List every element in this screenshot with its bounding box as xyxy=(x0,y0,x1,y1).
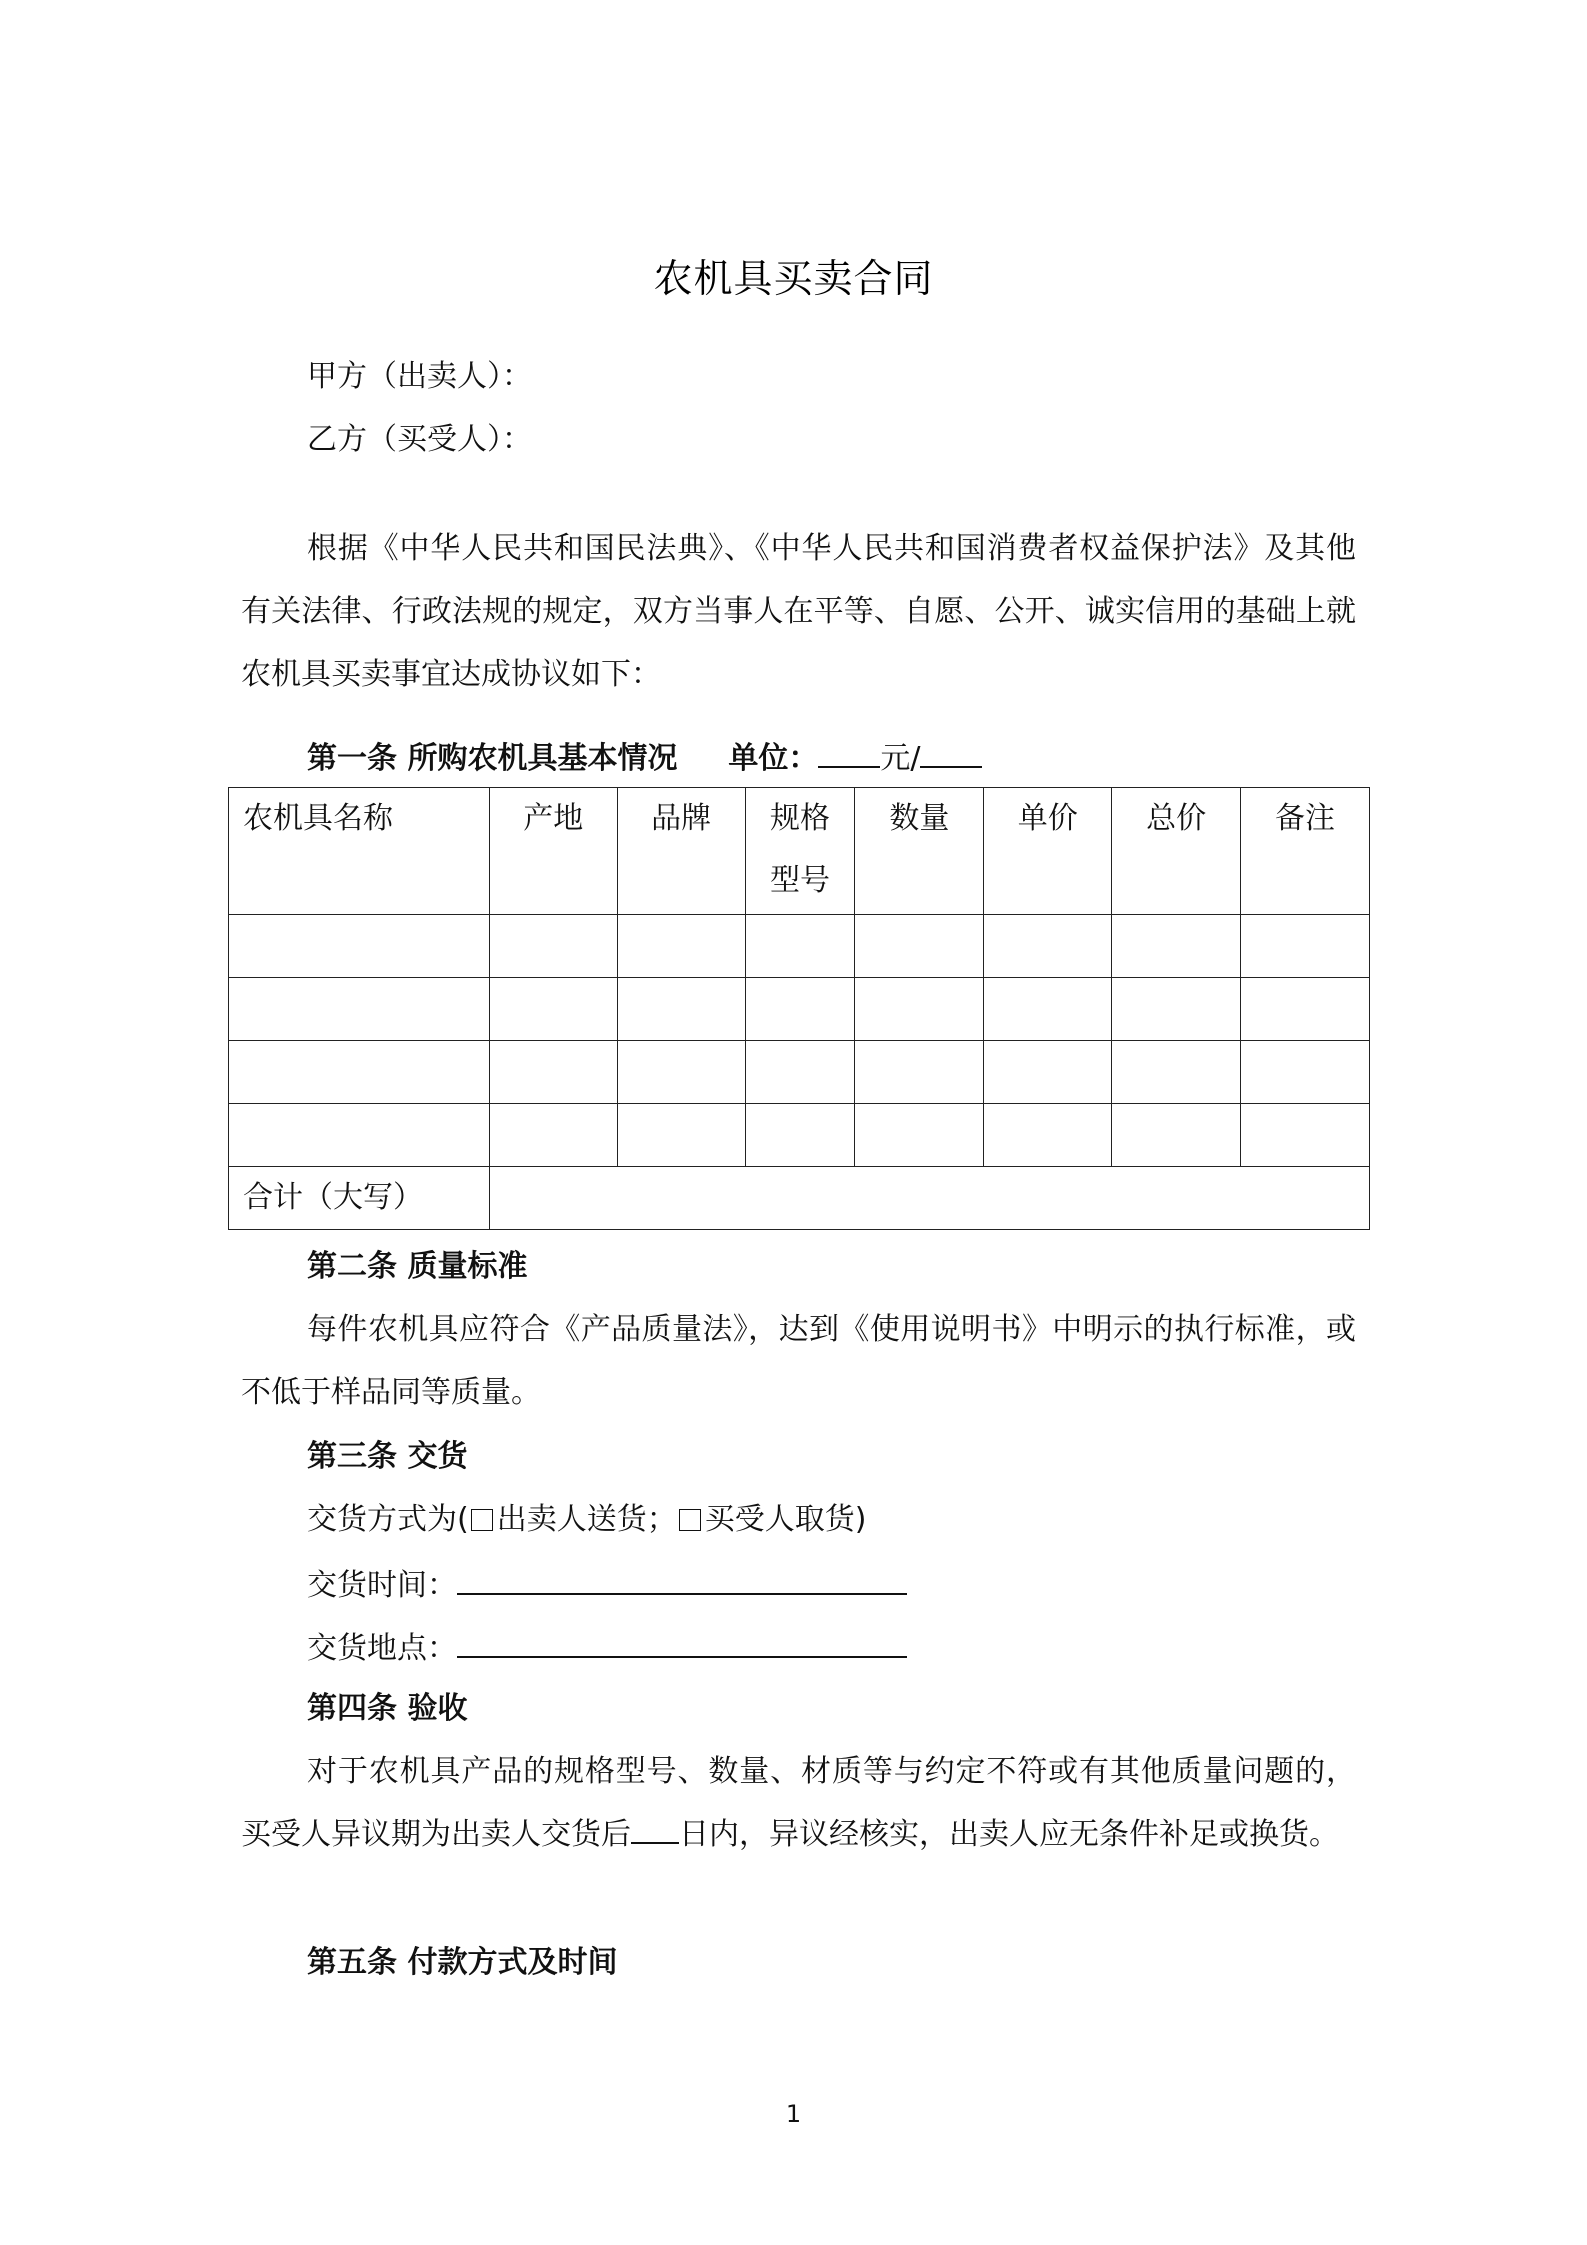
delivery-option-buyer: 买受人取货) xyxy=(704,1502,867,1537)
article-1-title: 第一条 所购农机具基本情况 xyxy=(307,741,678,776)
header-cell xyxy=(1241,788,1370,915)
article-2-heading: 第二条 质量标准 xyxy=(307,1249,528,1284)
delivery-time xyxy=(307,1563,907,1606)
preamble-paragraph: 根据《中华人民共和国民法典》、《中华人民共和国消费者权益保护法》及其他有关法律、行政法规的规定，双方当事人在平等、自愿、公开、诚实信用的基础上就农机具买卖事宜达成协议如下： xyxy=(241,531,1356,692)
table-row xyxy=(229,1104,1370,1167)
header-brand: 品牌 xyxy=(651,801,712,836)
delivery-place xyxy=(307,1626,907,1669)
header-cell xyxy=(229,788,490,915)
delivery-place-blank[interactable] xyxy=(457,1626,907,1658)
header-total-price: 总价 xyxy=(1146,801,1207,836)
header-name: 农机具名称 xyxy=(243,801,393,836)
unit-blank-2 xyxy=(920,736,982,768)
article-4-heading: 第四条 验收 xyxy=(307,1691,468,1726)
article-2-body: 每件农机具应符合《产品质量法》，达到《使用说明书》中明示的执行标准，或不低于样品同等质量。 xyxy=(241,1312,1356,1410)
seller-delivery-checkbox[interactable] xyxy=(471,1509,493,1531)
delivery-method xyxy=(307,1500,866,1540)
header-cell xyxy=(855,788,984,915)
party-a-label: 甲方（出卖人）： xyxy=(307,359,532,394)
delivery-time-blank[interactable] xyxy=(457,1563,907,1595)
total-label: 合计（大写） xyxy=(243,1180,423,1215)
article-1-heading xyxy=(307,736,982,779)
unit-label: 单位： xyxy=(728,741,819,776)
header-cell xyxy=(745,788,855,915)
delivery-place-label: 交货地点： xyxy=(307,1631,457,1666)
header-spec-line2: 型号 xyxy=(769,863,830,898)
delivery-option-seller: 出卖人送货； xyxy=(496,1502,677,1537)
total-value-cell xyxy=(489,1167,1369,1230)
header-cell xyxy=(984,788,1112,915)
party-b-label: 乙方（买受人）： xyxy=(307,422,532,457)
header-spec-line1: 规格 xyxy=(769,801,830,836)
article-4-body-part2: 日内，异议经核实，出卖人应无条件补足或换货。 xyxy=(679,1817,1339,1852)
article-3-heading: 第三条 交货 xyxy=(307,1439,468,1474)
delivery-method-prefix: 交货方式为( xyxy=(307,1502,469,1537)
table-header-row xyxy=(229,788,1370,915)
table-total-row xyxy=(229,1167,1370,1230)
article-5-heading: 第五条 付款方式及时间 xyxy=(307,1945,618,1980)
header-unit-price: 单价 xyxy=(1017,801,1078,836)
article-4-body xyxy=(241,1740,1356,1866)
unit-yuan: 元/ xyxy=(880,741,921,776)
table-row xyxy=(229,915,1370,978)
header-cell xyxy=(617,788,745,915)
header-quantity: 数量 xyxy=(889,801,950,836)
header-cell xyxy=(489,788,617,915)
objection-days-blank[interactable] xyxy=(631,1812,679,1844)
header-origin: 产地 xyxy=(523,801,584,836)
goods-table xyxy=(228,787,1370,1230)
table-row xyxy=(229,1041,1370,1104)
delivery-time-label: 交货时间： xyxy=(307,1568,457,1603)
page-number: 1 xyxy=(785,2100,802,2128)
article-4-body-part1: 对于农机具产品的规格型号、数量、材质等与约定不符或有其他质量问题的，买受人异议期为出卖人交货后 xyxy=(241,1754,1356,1852)
table-row xyxy=(229,978,1370,1041)
header-spec xyxy=(746,788,855,912)
total-label-cell xyxy=(229,1167,490,1230)
header-cell xyxy=(1112,788,1241,915)
unit-blank-1 xyxy=(818,736,880,768)
document-title: 农机具买卖合同 xyxy=(653,257,934,302)
buyer-pickup-checkbox[interactable] xyxy=(679,1509,701,1531)
header-remarks: 备注 xyxy=(1275,801,1336,836)
